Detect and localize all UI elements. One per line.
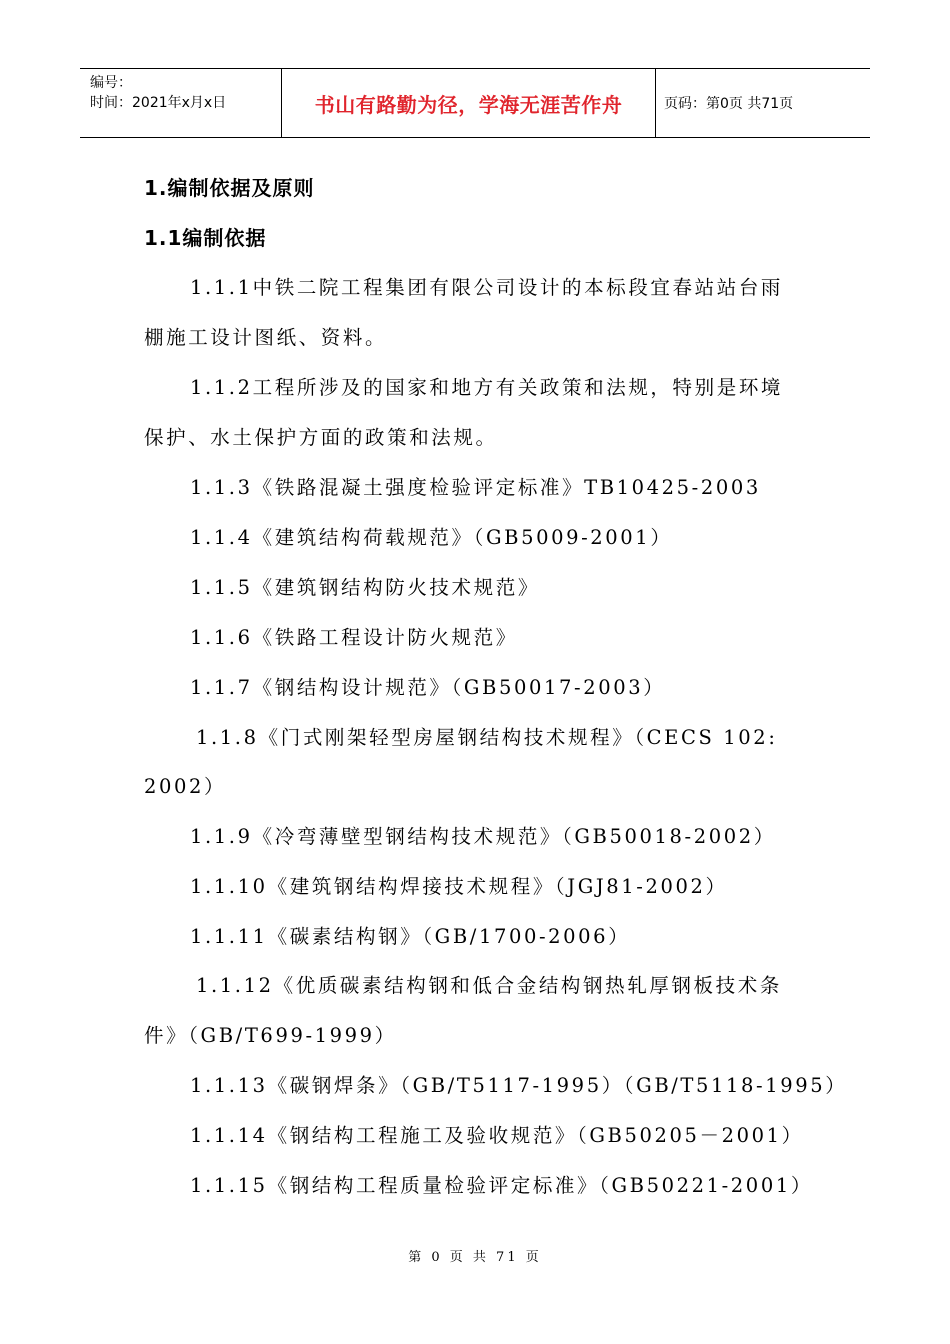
list-item: 1.1.6《铁路工程设计防火规范》	[190, 626, 518, 649]
list-item: 2002）	[144, 775, 227, 798]
time-label: 时间：2021年x月x日	[90, 95, 227, 111]
list-item: 1.1.7《钢结构设计规范》（GB50017-2003）	[190, 676, 666, 699]
list-item: 1.1.11《碳素结构钢》（GB/1700-2006）	[190, 925, 631, 948]
list-item: 棚施工设计图纸、资料。	[144, 326, 388, 349]
list-item: 1.1.14《钢结构工程施工及验收规范》（GB50205－2001）	[190, 1124, 804, 1147]
list-item: 1.1.4《建筑结构荷载规范》（GB5009-2001）	[190, 526, 673, 549]
number-label: 编号：	[90, 75, 132, 91]
heading-2: 1.1编制依据	[144, 226, 267, 250]
list-item: 1.1.2工程所涉及的国家和地方有关政策和法规，特别是环境	[190, 376, 784, 399]
header-motto-cell	[282, 69, 656, 137]
list-item: 1.1.13《碳钢焊条》（GB/T5117-1995）（GB/T5118-1995）	[190, 1074, 848, 1097]
list-item: 1.1.1中铁二院工程集团有限公司设计的本标段宜春站站台雨	[190, 276, 784, 299]
list-item: 保护、水土保护方面的政策和法规。	[144, 426, 498, 449]
list-item: 1.1.9《冷弯薄壁型钢结构技术规范》（GB50018-2002）	[190, 825, 776, 848]
list-item: 1.1.10《建筑钢结构焊接技术规程》（JGJ81-2002）	[190, 875, 728, 898]
heading-1: 1.编制依据及原则	[144, 176, 315, 200]
list-item: 1.1.15《钢结构工程质量检验评定标准》（GB50221-2001）	[190, 1174, 813, 1197]
list-item: 件》（GB/T699-1999）	[144, 1024, 397, 1047]
page-info: 页码：第0页 共71页	[664, 96, 794, 112]
page-footer: 第 0 页 共 71 页	[408, 1250, 542, 1265]
list-item: 1.1.5《建筑钢结构防火技术规范》	[190, 576, 540, 599]
list-item: 1.1.8《门式刚架轻型房屋钢结构技术规程》（CECS 102:	[196, 726, 778, 749]
page-header	[80, 68, 870, 138]
motto-text: 书山有路勤为径，学海无涯苦作舟	[314, 92, 623, 117]
header-meta	[80, 69, 282, 137]
list-item: 1.1.3《铁路混凝土强度检验评定标准》TB10425-2003	[190, 476, 761, 499]
header-page-cell	[656, 69, 870, 137]
list-item: 1.1.12《优质碳素结构钢和低合金结构钢热轧厚钢板技术条	[196, 974, 782, 997]
